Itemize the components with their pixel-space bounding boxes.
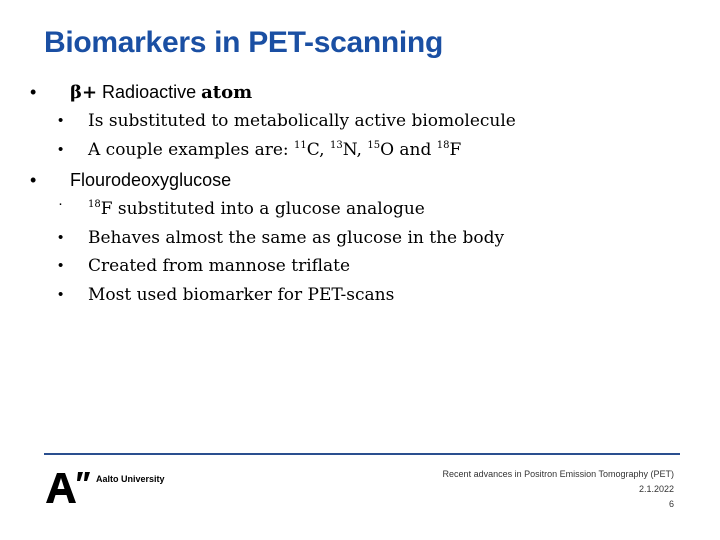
bullet-dot: • [30,82,37,102]
slide-title: Biomarkers in PET-scanning [44,26,443,59]
bullet-dot: • [58,112,64,129]
beta-plus-symbol: β+ [70,82,98,103]
bullet-dot: • [58,141,64,158]
bullet-dot: • [58,286,64,303]
element-symbol: O and [380,140,437,160]
bullet-dot: · [58,195,63,212]
course-title: Recent advances in Positron Emission Tomography (PET) [442,469,674,479]
isotope-mass-number: 18 [436,140,450,151]
bullet-text: Created from mannose triflate [88,256,351,276]
bullet-text: F substituted into a glucose analogue [100,199,425,219]
aalto-a-logo-icon [46,470,92,504]
page-number: 6 [668,499,674,509]
element-symbol: C, [306,140,330,160]
university-name: Aalto University [96,474,165,484]
bullet-text: Is substituted to metabolically active biomolecule [88,111,516,131]
bullet-text: Flourodeoxyglucose [70,170,232,190]
isotope-mass-number: 13 [330,140,343,151]
isotope-mass-number: 18 [88,199,101,210]
bullet-dot: • [58,257,64,274]
bullet-text: Most used biomarker for PET-scans [88,285,395,305]
element-symbol: F [449,140,462,160]
bullet-text-bold: atom [201,82,253,103]
bullet-dot: • [30,170,37,190]
element-symbol: N, [342,140,368,160]
isotope-mass-number: 15 [367,140,381,151]
isotope-mass-number: 11 [294,140,307,151]
bullet-dot: • [58,229,64,246]
slide-date: 2.1.2022 [638,484,674,494]
bullet-text: Behaves almost the same as glucose in the body [88,228,505,248]
footer-divider [44,453,680,455]
bullet-text: A couple examples are: [88,140,295,160]
bullet-text: Radioactive [97,82,202,102]
